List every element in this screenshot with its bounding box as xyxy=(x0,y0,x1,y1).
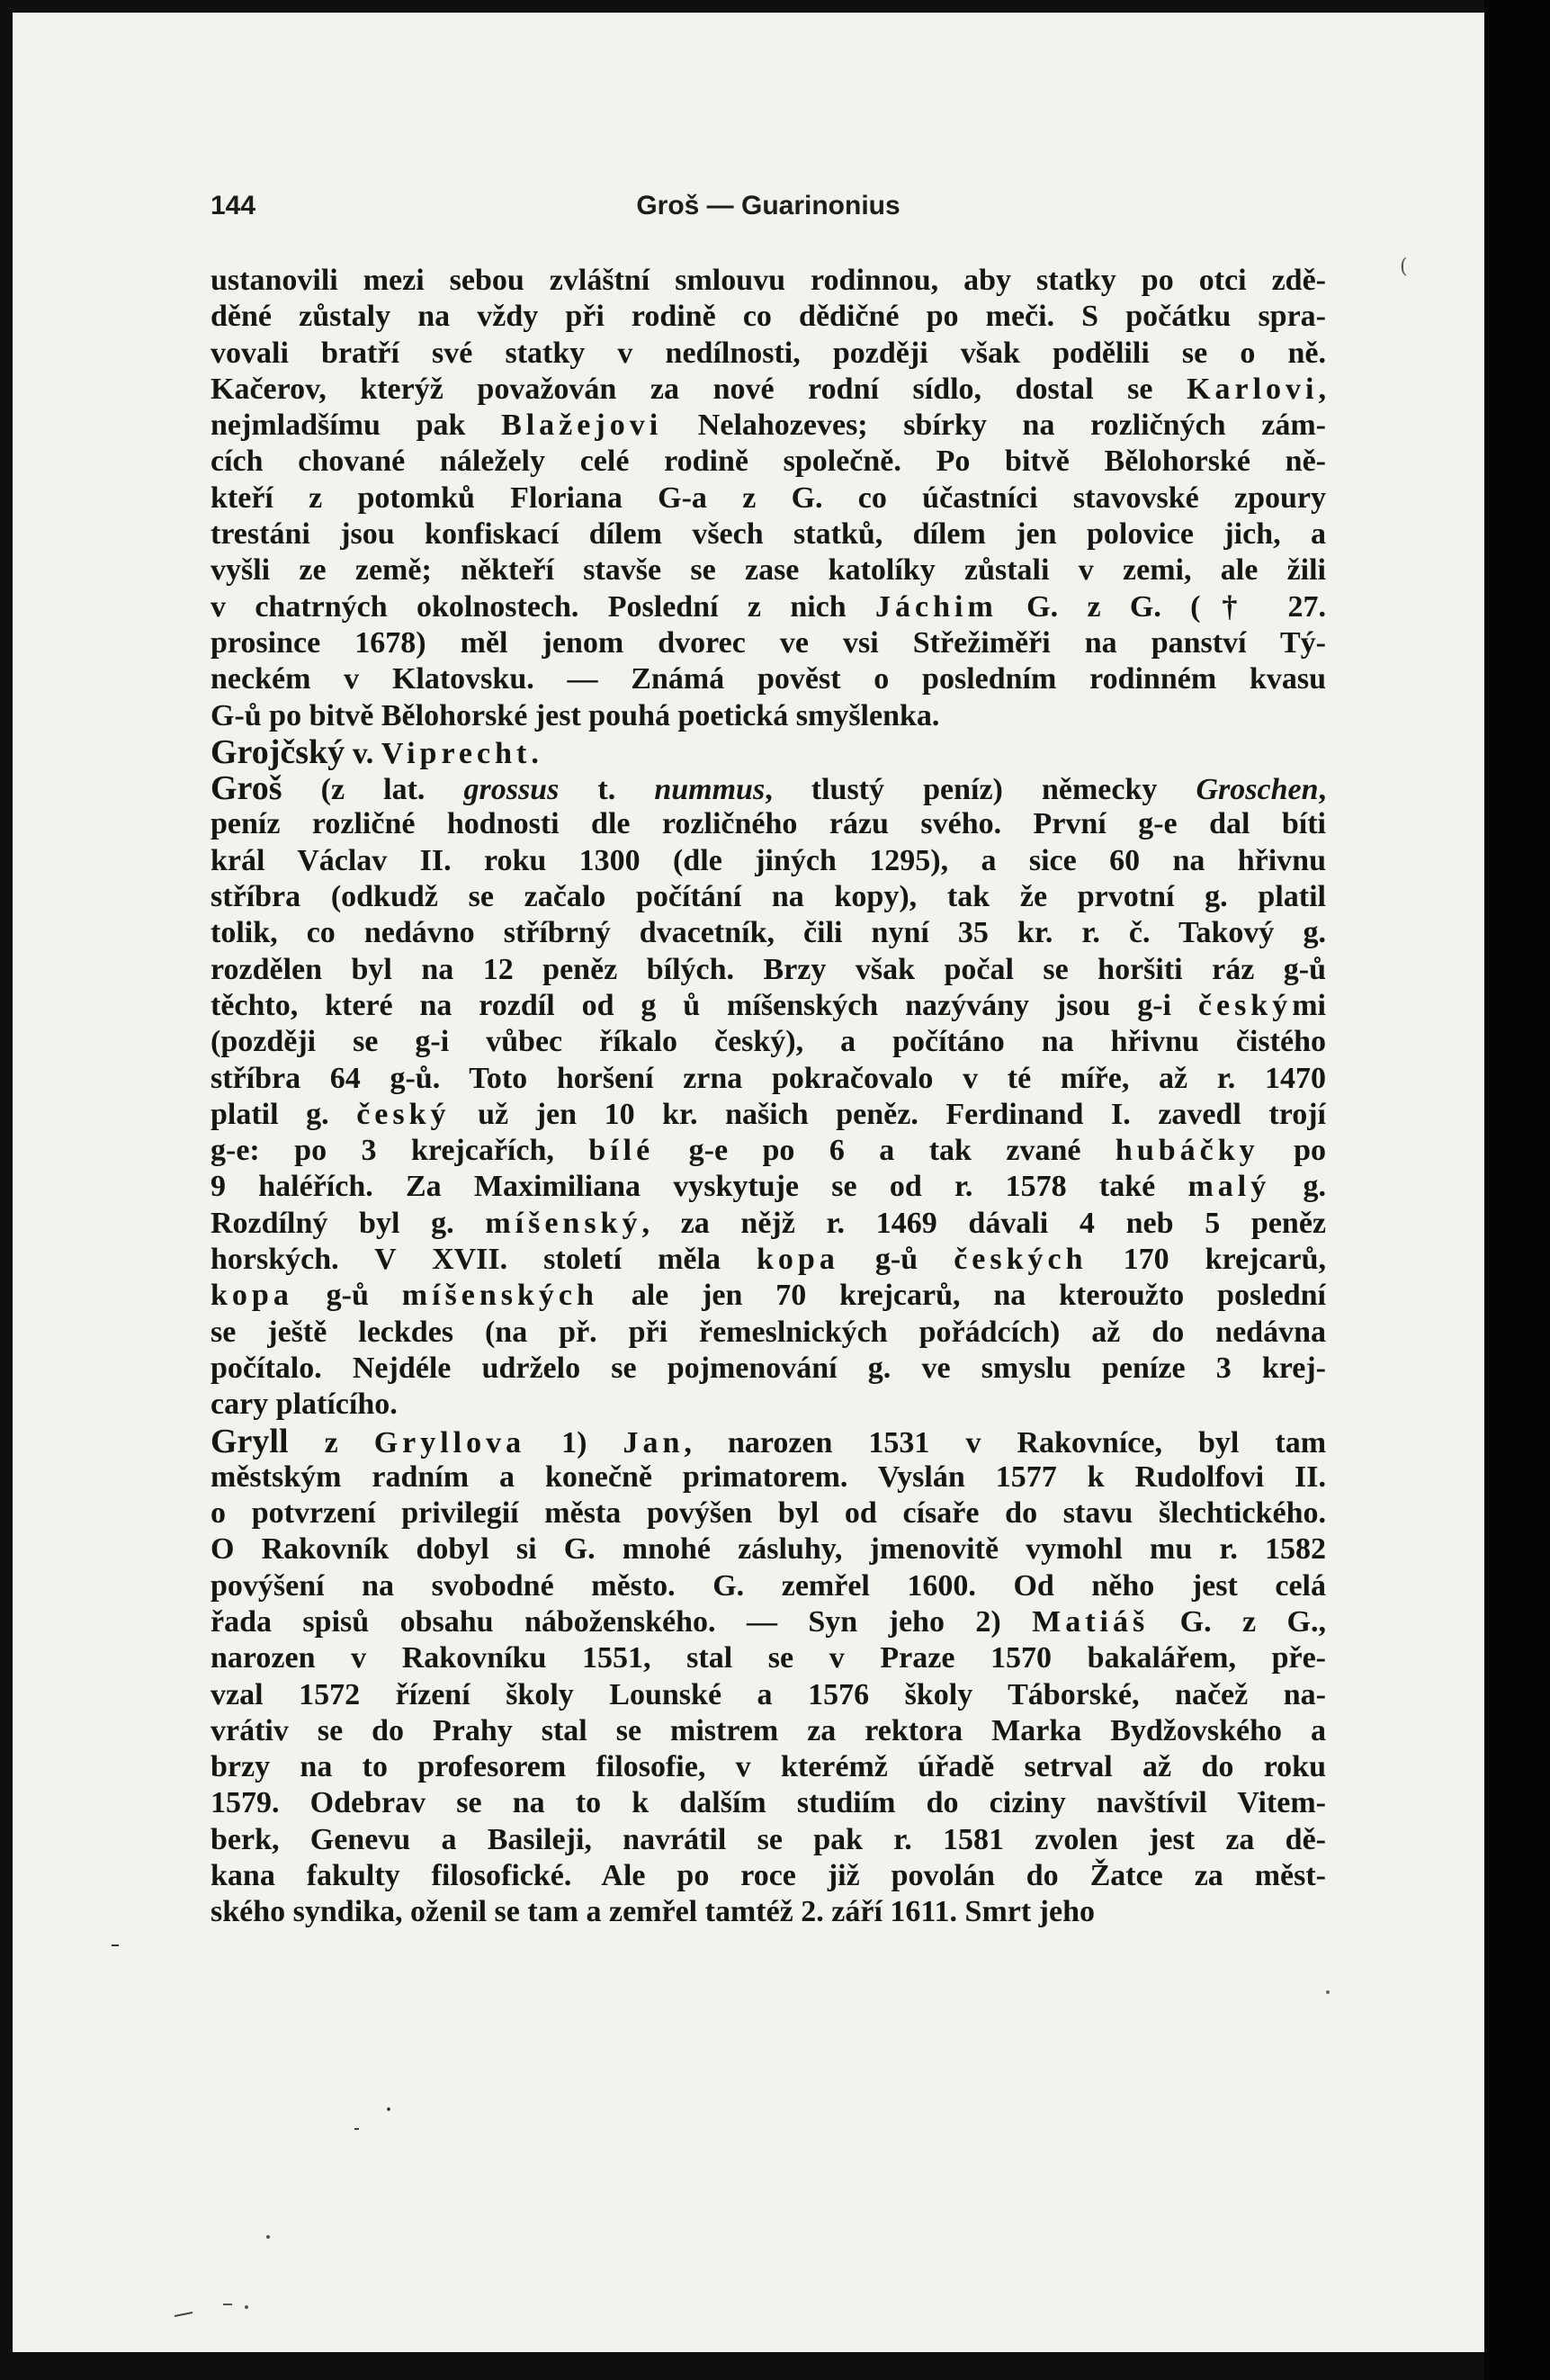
text-segment: Nelahozeves; sbírky na rozličných zám- xyxy=(662,409,1326,443)
text-segment: G. z G., xyxy=(1149,1604,1326,1639)
text-segment: Rozdílný byl g. xyxy=(211,1206,486,1240)
text-segment: míšenský xyxy=(485,1206,642,1240)
text-segment: vrátiv se do Prahy stal se mistrem za rektora Marka Bydžovského a xyxy=(211,1713,1326,1747)
text-segment: bílé xyxy=(588,1134,655,1168)
speck xyxy=(175,2313,193,2316)
text-segment: ského syndika, oženil se tam a zemřel tamtéž 2. září 1611. Smrt jeho xyxy=(211,1895,1095,1929)
margin-mark: ( xyxy=(1400,256,1408,278)
text-segment: českých xyxy=(954,1243,1088,1277)
text-segment: Grojčský xyxy=(211,733,345,771)
text-segment: neckém v Klatovsku. — Známá pověst o posledním rodinném kvasu xyxy=(211,662,1326,696)
text-segment: g-ů xyxy=(292,1279,402,1313)
text-segment: vyšli ze země; někteří stavše se zase katolíky zůstali v zemi, ale žili xyxy=(211,553,1326,588)
running-title: Groš — Guarinonius xyxy=(636,191,900,220)
text-segment: se ještě leckdes (na př. při řemeslnických pořádcích) až do nedávna xyxy=(211,1315,1326,1349)
text-segment: český xyxy=(1197,988,1293,1022)
text-segment: Viprecht xyxy=(381,736,532,770)
text-segment: z xyxy=(288,1425,374,1459)
speck xyxy=(1326,1990,1330,1994)
text-segment: Matiáš xyxy=(1032,1604,1150,1639)
text-segment: Kačerov, kterýž považován za nové rodní sídlo, dostal se xyxy=(211,372,1187,406)
text-segment: kopa xyxy=(211,1279,293,1313)
text-segment: Groschen xyxy=(1196,773,1319,807)
text-segment: český xyxy=(356,1097,451,1131)
text-segment: 9 haléřích. Za Maximiliana vyskytuje se od r. 1578 také xyxy=(211,1170,1188,1204)
text-segment: Jáchim xyxy=(875,589,998,624)
text-segment: O Rakovník dobyl si G. mnohé zásluhy, jmenovitě vymohl mu r. 1582 xyxy=(211,1532,1326,1567)
text-segment: horských. V XVII. století měla xyxy=(211,1243,757,1277)
text-segment: g-e po 6 a tak zvané xyxy=(654,1134,1115,1168)
text-segment: , tlustý peníz) německy xyxy=(765,773,1196,807)
text-segment: děné zůstaly na vždy při rodině co dědičné po meči. S počátku spra- xyxy=(211,300,1326,334)
text-segment: , xyxy=(1318,372,1326,406)
text-segment: Groš xyxy=(211,770,282,807)
text-segment: Gryllova xyxy=(373,1425,526,1459)
text-segment: Jan xyxy=(623,1425,685,1459)
speck xyxy=(387,2107,390,2111)
text-segment: t. xyxy=(559,773,655,807)
speck xyxy=(266,2235,270,2239)
text-segment: g-ů xyxy=(838,1243,954,1277)
text-segment: , narozen 1531 v Rakovníce, byl tam xyxy=(684,1425,1326,1459)
text-segment: (později se g-i vůbec říkalo český), a počítáno na hřivnu čistého xyxy=(211,1025,1326,1059)
text-segment: vovali bratří své statky v nedílnosti, později však podělili se o ně. xyxy=(211,336,1326,370)
text-segment: kteří z potomků Floriana G-a z G. co účastníci stavovské zpoury xyxy=(211,480,1326,515)
text-segment: řada spisů obsahu náboženského. — Syn jeho 2) xyxy=(211,1604,1033,1639)
text-segment: kana fakulty filosofické. Ale po roce již povolán do Žatce za měst- xyxy=(211,1859,1326,1893)
text-segment: g. xyxy=(1270,1170,1326,1204)
text-segment: grossus xyxy=(463,773,560,807)
text-segment: Gryll xyxy=(211,1423,289,1459)
text-segment: počítalo. Nejdéle udrželo se pojmenování g. ve smyslu peníze 3 krej- xyxy=(211,1351,1326,1385)
text-segment: , za nějž r. 1469 dávali 4 neb 5 peněz xyxy=(641,1206,1326,1240)
text-segment: o potvrzení privilegií města povýšen byl od císaře do stavu šlechtického. xyxy=(211,1496,1326,1531)
text-segment: už jen 10 kr. našich peněz. Ferdinand I. zavedl trojí xyxy=(450,1097,1326,1131)
text-segment: trestáni jsou konfiskací dílem všech statků, dílem jen polovice jich, a xyxy=(211,517,1326,552)
scan-specks xyxy=(13,13,1484,2352)
text-segment: král Václav II. roku 1300 (dle jiných 1295), a sice 60 na hřivnu xyxy=(211,843,1326,877)
text-segment: 1) xyxy=(525,1425,623,1459)
text-segment: cary platícího. xyxy=(211,1388,398,1422)
text-segment: cích chované náležely celé rodině společně. Po bitvě Bělohorské ně- xyxy=(211,445,1326,479)
text-segment: rozdělen byl na 12 peněz bílých. Brzy však počal se horšiti ráz g-ů xyxy=(211,952,1326,986)
text-segment: městským radním a konečně primatorem. Vyslán 1577 k Rudolfovi II. xyxy=(211,1459,1326,1494)
text-segment: berk, Genevu a Basileji, navrátil se pak r. 1581 zvolen jest za dě- xyxy=(211,1822,1326,1856)
text-segment: nejmladšímu pak xyxy=(211,409,502,443)
text-segment: míšenských xyxy=(401,1279,598,1313)
text-segment: 1579. Odebrav se na to k dalším studiím do ciziny navštívil Vitem- xyxy=(211,1786,1326,1820)
text-segment: prosince 1678) měl jenom dvorec ve vsi Střežiměři na panství Tý- xyxy=(211,625,1326,660)
text-segment: malý xyxy=(1187,1170,1271,1204)
text-segment: po xyxy=(1259,1134,1326,1168)
text-segment: v. xyxy=(345,736,381,770)
text-segment: platil g. xyxy=(211,1097,357,1131)
text-segment: stříbra 64 g-ů. Toto horšení zrna pokračovalo v té míře, až r. 1470 xyxy=(211,1061,1326,1095)
text-segment: tolik, co nedávno stříbrný dvacetník, čili nyní 35 kr. r. č. Takový g. xyxy=(211,916,1326,950)
text-segment: g-e: po 3 krejcařích, xyxy=(211,1134,589,1168)
text-segment: kopa xyxy=(757,1243,839,1277)
text-segment: stříbra (odkudž se začalo počítání na kopy), tak že prvotní g. platil xyxy=(211,880,1326,914)
text-segment: vzal 1572 řízení školy Lounské a 1576 školy Táborské, načež na- xyxy=(211,1677,1326,1711)
text-segment: hubáčky xyxy=(1115,1134,1259,1168)
text-segment: brzy na to profesorem filosofie, v kterémž úřadě setrval až do roku xyxy=(211,1750,1326,1784)
text-segment: mi xyxy=(1292,988,1326,1022)
scanned-page xyxy=(13,13,1484,2352)
text-segment: peníz rozličné hodnosti dle rozličného rázu svého. První g-e dal bíti xyxy=(211,807,1326,841)
scan-border xyxy=(1484,0,1550,2380)
text-segment: v chatrných okolnostech. Poslední z nich xyxy=(211,589,876,624)
text-segment: (z lat. xyxy=(282,773,464,807)
text-segment: těchto, které na rozdíl od g ů míšenských nazývány jsou g-i xyxy=(211,988,1198,1022)
text-segment: Blažejovi xyxy=(501,409,663,443)
text-segment: 170 krejcarů, xyxy=(1087,1243,1326,1277)
text-segment: G-ů po bitvě Bělohorské jest pouhá poetická smyšlenka. xyxy=(211,698,940,732)
text-segment: nummus xyxy=(654,773,766,807)
page-number: 144 xyxy=(211,191,256,220)
text-segment: ale jen 70 krejcarů, na kteroužto poslední xyxy=(597,1279,1326,1313)
text-segment: G. z G. († 27. xyxy=(997,589,1326,624)
text-segment: povýšení na svobodné město. G. zemřel 1600. Od něho jest celá xyxy=(211,1568,1326,1603)
text-segment: Karlovi xyxy=(1187,372,1319,406)
text-segment: narozen v Rakovníku 1551, stal se v Praze 1570 bakalářem, pře- xyxy=(211,1641,1326,1675)
speck xyxy=(245,2305,248,2309)
text-segment: , xyxy=(1318,773,1326,807)
text-segment: . xyxy=(531,736,539,770)
text-segment: ustanovili mezi sebou zvláštní smlouvu rodinnou, aby statky po otci zdě- xyxy=(211,264,1326,297)
